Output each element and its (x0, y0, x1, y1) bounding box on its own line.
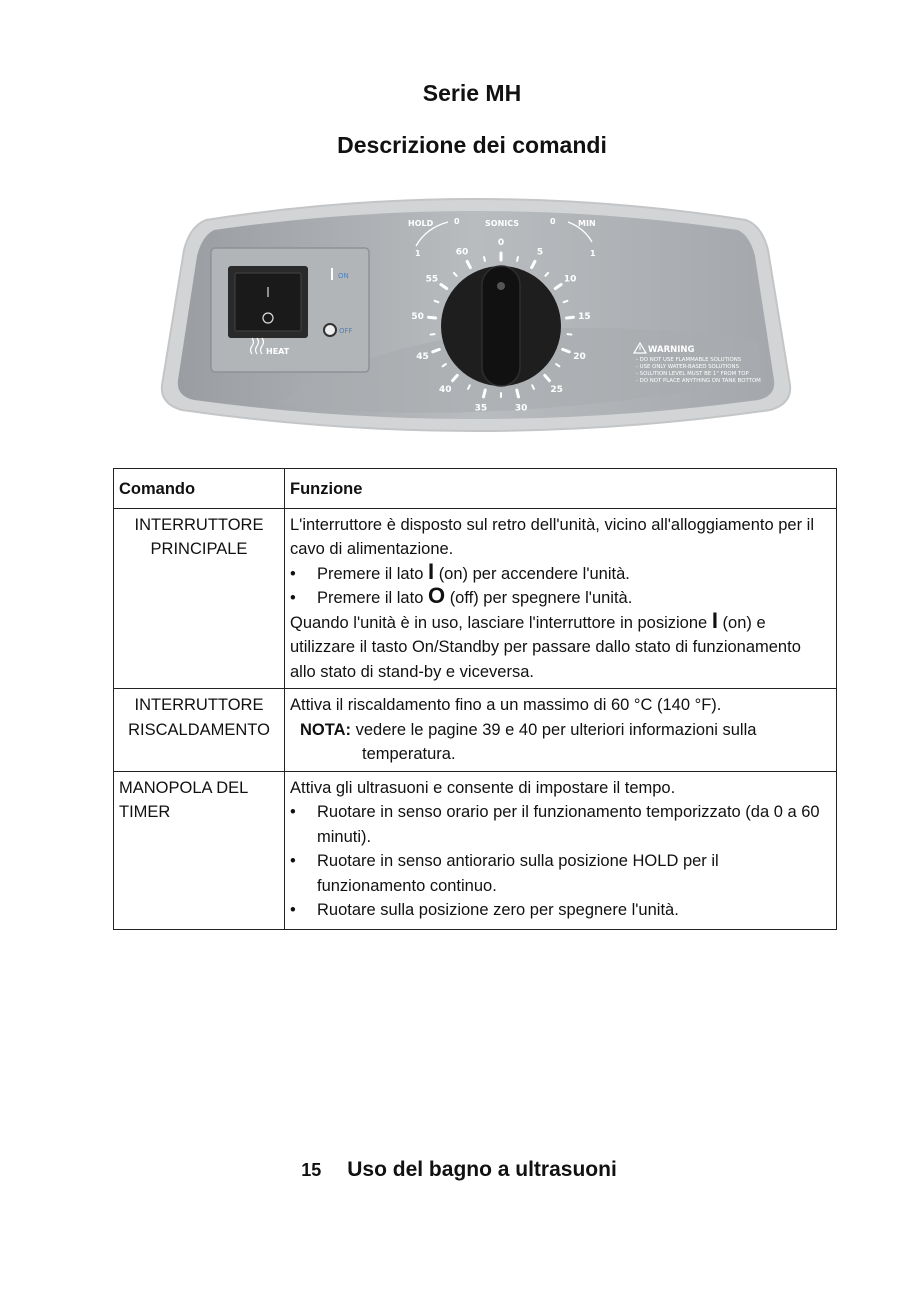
command-line: INTERRUTTORE (134, 696, 264, 714)
command-cell (114, 508, 285, 689)
function-cell (285, 689, 837, 772)
scale-label: 25 (550, 384, 563, 395)
control-panel-illustration (158, 190, 794, 442)
note-continuation: temperatura. (362, 745, 456, 763)
min-zero-label: 0 (550, 217, 556, 226)
scale-tick (429, 317, 436, 318)
function-cell (285, 508, 837, 689)
table-header-row (114, 469, 837, 509)
warning-title: WARNING (648, 345, 695, 355)
note-label: NOTA: (300, 720, 352, 739)
scale-tick (517, 390, 519, 397)
scale-minor-tick (564, 301, 568, 302)
list-item: • Ruotare in senso orario per il funzionamento temporizzato (da 0 a 60 minuti). (290, 800, 831, 849)
table-row (114, 508, 837, 689)
off-symbol: O (427, 583, 446, 608)
function-text: Attiva gli ultrasuoni e consente di impostare il tempo. (290, 778, 676, 797)
series-title: Serie MH (422, 80, 522, 106)
command-line: MANOPOLA DEL (119, 778, 249, 797)
command-cell (114, 689, 285, 772)
warning-line: - SOLUTION LEVEL MUST BE 1" FROM TOP (636, 371, 749, 377)
scale-minor-tick (435, 301, 439, 302)
header-comando: Comando (114, 469, 285, 509)
scale-minor-tick (517, 257, 518, 261)
note (290, 718, 831, 743)
commands-table (113, 468, 837, 930)
scale-label: 20 (573, 351, 586, 362)
scale-label: 50 (411, 311, 424, 322)
min-one-label: 1 (590, 249, 596, 258)
warning-line: - DO NOT PLACE ANYTHING ON TANK BOTTOM (636, 378, 761, 384)
switch-off-label: OFF (339, 327, 353, 335)
knob-pointer-icon (497, 282, 505, 290)
scale-label: 40 (439, 384, 452, 395)
scale-label: 10 (563, 274, 577, 285)
list-item: • Premere il lato O (off) per spegnere l'unità. (290, 586, 831, 611)
hold-zero-label: 0 (454, 217, 460, 226)
sonics-label: SONICS (485, 219, 520, 228)
command-line: RISCALDAMENTO (128, 720, 270, 739)
function-text: Attiva il riscaldamento fino a un massimo di 60 °C (140 °F). (290, 696, 722, 714)
scale-label: 5 (536, 247, 544, 258)
scale-label: 45 (416, 351, 429, 362)
warning-line: - DO NOT USE FLAMMABLE SOLUTIONS (636, 357, 742, 363)
on-symbol: I (427, 558, 435, 584)
hold-label: HOLD (408, 219, 434, 228)
table-row (114, 689, 837, 772)
command-cell (114, 771, 285, 929)
function-text: L'interruttore è disposto sul retro dell'unità, vicino all'alloggiamento per il cavo di alimentazione. (290, 515, 814, 558)
function-cell (285, 771, 837, 929)
command-line: INTERRUTTORE (134, 515, 264, 534)
scale-label: 35 (474, 403, 488, 414)
function-text: Quando l'unità è in uso, lasciare l'interruttore in posizione I (on) e utilizzare il tasto On/Standby per passare dallo stato di funzionamento allo stato di stand-by e viceversa. (290, 607, 801, 681)
heat-label: HEAT (266, 347, 290, 356)
list-item: • Premere il lato I (on) per accendere l'unità. (290, 562, 831, 587)
page-footer (0, 1158, 918, 1182)
heat-indicator-light (324, 324, 336, 336)
scale-label: 0 (497, 238, 505, 248)
switch-on-label: ON (338, 272, 349, 280)
table-row (114, 771, 837, 929)
min-label: MIN (578, 219, 596, 228)
scale-minor-tick (484, 257, 485, 261)
page-number: 15 (301, 1160, 322, 1180)
list-item: • Ruotare in senso antiorario sulla posizione HOLD per il funzionamento continuo. (290, 849, 831, 898)
header-funzione: Funzione (285, 469, 837, 509)
note-text: vedere le pagine 39 e 40 per ulteriori informazioni sulla (355, 720, 757, 739)
scale-label: 30 (514, 403, 528, 414)
scale-tick (567, 317, 574, 318)
command-line: TIMER (119, 803, 171, 821)
hold-one-label: 1 (415, 249, 421, 258)
scale-label: 55 (425, 274, 439, 285)
on-symbol: I (711, 607, 718, 633)
warning-line: - USE ONLY WATER-BASED SOLUTIONS (636, 364, 739, 370)
chapter-title: Uso del bagno a ultrasuoni (347, 1158, 617, 1181)
list-item: • Ruotare sulla posizione zero per spegnere l'unità. (290, 898, 831, 923)
command-line: PRINCIPALE (150, 540, 248, 558)
scale-tick (484, 390, 486, 397)
scale-label: 60 (455, 247, 469, 258)
section-title: Descrizione dei comandi (337, 132, 607, 158)
scale-label: 15 (578, 311, 591, 322)
